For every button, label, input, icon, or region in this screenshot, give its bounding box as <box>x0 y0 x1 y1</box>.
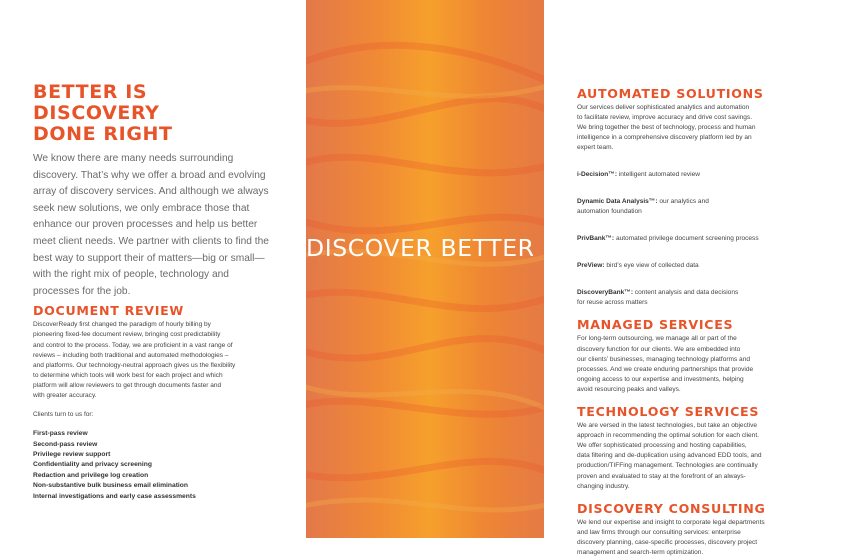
services-list <box>33 429 278 502</box>
left-column <box>33 82 278 502</box>
product-item <box>577 160 777 180</box>
automated-solutions-heading: AUTOMATED SOLUTIONS <box>577 86 764 101</box>
list-item: Confidentiality and privacy screening <box>33 461 152 469</box>
technology-services-section <box>577 405 777 492</box>
automated-solutions-section <box>577 87 777 308</box>
page-title <box>33 82 278 145</box>
managed-services-heading: MANAGED SERVICES <box>577 317 734 333</box>
list-item: Internal investigations and early case assessments <box>33 492 196 500</box>
list-item: Redaction and privilege log creation <box>33 471 149 479</box>
product-name: PrivBank™: <box>577 235 615 243</box>
product-item <box>577 251 777 271</box>
product-item <box>577 224 777 244</box>
product-item <box>577 278 777 308</box>
title-line-1: BETTER IS DISCOVERY <box>33 81 160 124</box>
right-column <box>577 87 777 558</box>
product-desc: content analysis and data decisions for reuse across matters <box>577 289 739 307</box>
decorative-curves <box>306 0 544 538</box>
product-desc: our analytics and automation foundation <box>577 198 709 216</box>
technology-services-heading: TECHNOLOGY SERVICES <box>577 404 760 420</box>
automated-solutions-body: Our services deliver sophisticated analytics and automation to facilitate review, improve accuracy and drive cost savings. We bring together the best of technology, process and human intelligence in a comprehensive discovery platform led by an expert team. <box>577 104 756 152</box>
tagline: DISCOVER BETTER <box>306 234 535 262</box>
product-item <box>577 187 777 217</box>
product-name: Dynamic Data Analysis™: <box>577 198 658 206</box>
product-desc: bird’s eye view of collected data <box>604 262 699 270</box>
document-review-body: DiscoverReady first changed the paradigm of hourly billing by pioneering fixed-fee document review, bringing cost predictability and control to the process. Today, we are proficient in a vast range of reviews – including both traditional and automated methodologies – and platforms. Our technology-neutral approach gives us the flexibility to determine which tools will work best for each project and which platform will allow reviewers to get through documents faster and with greater accuracy. <box>33 321 236 399</box>
orange-band <box>306 0 544 538</box>
product-name: i-Decision™: <box>577 171 618 179</box>
product-name: PreView: <box>577 262 605 270</box>
list-item: First-pass review <box>33 430 88 438</box>
intro-paragraph: We know there are many needs surrounding discovery. That’s why we offer a broad and evolving array of discovery services. And although we always seek new solutions, we only embrace those that enhance our proven processes and help us better meet client needs. We partner with clients to find the best way to support their of matters—big or small—with the right mix of people, technology and processes for the job. <box>33 153 269 297</box>
list-item: Second-pass review <box>33 440 98 448</box>
product-desc: intelligent automated review <box>617 171 700 179</box>
list-item: Privilege review support <box>33 450 111 458</box>
discovery-consulting-heading: DISCOVERY CONSULTING <box>577 500 766 516</box>
product-name: DiscoveryBank™: <box>577 289 634 297</box>
technology-services-body: We are versed in the latest technologies, but take an objective approach in recommending the optimal solution for each client. We offer sophisticated processing and hosting capabilities, data filtering and de-duplication using advanced EDD tools, and production/TIFFing management. Technologies are continually proven and evaluated to stay at the forefront of an always- changing industry. <box>577 422 762 490</box>
managed-services-section <box>577 318 777 395</box>
list-item: Non-substantive bulk business email elimination <box>33 482 188 490</box>
clients-lead: Clients turn to us for: <box>33 411 94 419</box>
discovery-consulting-section <box>577 502 777 558</box>
managed-services-body: For long-term outsourcing, we manage all or part of the discovery function for our clients. We are embedded into our clients’ businesses, managing technology platforms and processes. And we create enduring partnerships that provide ongoing access to our expertise and investments, helping avoid resourcing peaks and valleys. <box>577 335 754 393</box>
product-desc: automated privilege document screening process <box>614 235 759 243</box>
title-line-2: DONE RIGHT <box>33 123 173 145</box>
document-review-heading: DOCUMENT REVIEW <box>33 303 185 319</box>
discovery-consulting-body: We lend our expertise and insight to corporate legal departments and law firms through our consulting services: enterprise discovery planning, case-specific processes, discovery project management and search-term optimization. <box>577 518 765 556</box>
